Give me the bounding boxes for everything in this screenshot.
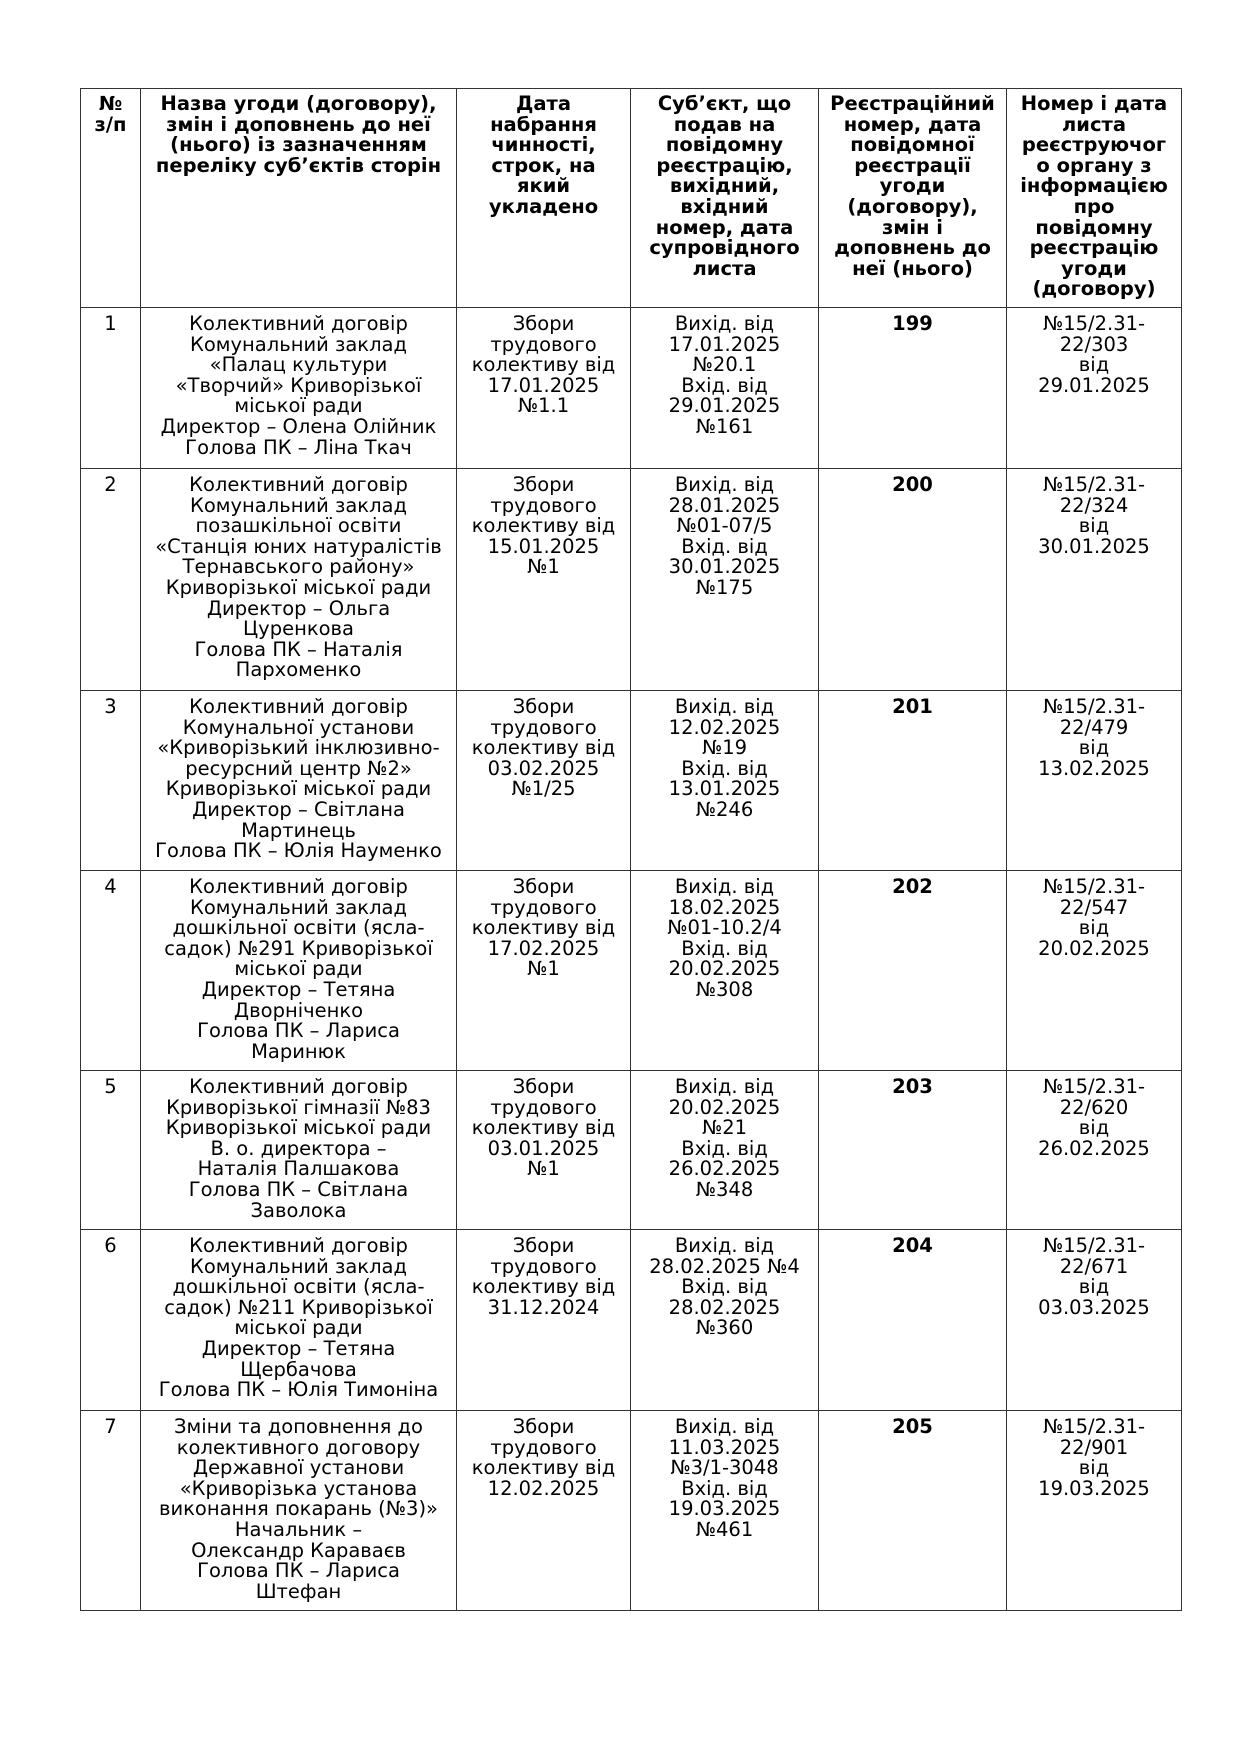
submitting-subject-cell bbox=[631, 871, 819, 1071]
cell-text-line: №1/25 bbox=[511, 777, 576, 801]
cell-text-line: 30.01.2025 bbox=[1038, 534, 1150, 558]
cell-text-line: «Станція юних натуралістів bbox=[155, 534, 442, 558]
cell-text-line: ресурсний центр №2» bbox=[185, 756, 412, 780]
cell-text-line: №20.1 bbox=[692, 353, 757, 377]
cell-text-line: 20.02.2025 bbox=[668, 1095, 781, 1119]
header-cell-number bbox=[81, 89, 141, 308]
submitting-subject-cell bbox=[631, 308, 819, 469]
cell-text-line: номер, дата bbox=[843, 112, 982, 136]
cell-text-line: Криворізької міської ради bbox=[165, 575, 432, 599]
agreement-name-cell bbox=[141, 1071, 457, 1230]
cell-text-line: №461 bbox=[695, 1517, 754, 1541]
cell-text-line: Вихід. від bbox=[674, 473, 775, 496]
cell-text-line: колективу від bbox=[471, 916, 616, 940]
table-row bbox=[81, 691, 1182, 871]
cell-text-line: Криворізької міської ради bbox=[165, 777, 432, 801]
header-cell-authority-letter bbox=[1007, 89, 1182, 308]
cell-text-line: Голова ПК – Наталія bbox=[194, 637, 403, 661]
cell-text-line: Вхід. від bbox=[681, 1136, 768, 1160]
cell-text-line: колективного договору bbox=[176, 1435, 421, 1459]
cell-text-line: Щербачова bbox=[240, 1357, 357, 1381]
table-row bbox=[81, 469, 1182, 691]
cell-text-line: Директор – Олена Олійник bbox=[160, 414, 437, 438]
cell-text-line: Колективний договір bbox=[189, 875, 408, 898]
cell-text-line: трудового bbox=[490, 493, 597, 517]
cell-text-line: позашкільної освіти bbox=[195, 514, 402, 538]
cell-text-line: трудового bbox=[490, 895, 597, 919]
cell-text-line: повідомну bbox=[1035, 215, 1153, 239]
cell-text-line: реєстрацію, bbox=[656, 153, 793, 177]
authority-letter-cell bbox=[1007, 308, 1182, 469]
cell-text-line: від bbox=[1078, 1456, 1110, 1480]
cell-text-line: дошкільної освіти (ясла- bbox=[172, 1275, 425, 1299]
cell-text-line: колективу від bbox=[471, 353, 616, 377]
cell-text-line: Начальник – bbox=[234, 1517, 363, 1541]
cell-text-line: колективу від bbox=[471, 736, 616, 760]
cell-text-line: Вхід. від bbox=[681, 1275, 768, 1299]
cell-text-line: 22/303 bbox=[1059, 332, 1129, 356]
cell-text-line: угоди bbox=[1061, 256, 1127, 280]
cell-text-line: супровідного bbox=[649, 236, 800, 260]
cell-text-line: №246 bbox=[695, 797, 754, 821]
submitting-subject-cell bbox=[631, 1071, 819, 1230]
cell-text-line: Збори bbox=[512, 875, 575, 898]
cell-text-line: №348 bbox=[695, 1177, 754, 1201]
cell-text-line: Зміни та доповнення до bbox=[174, 1415, 423, 1438]
cell-text-line: Комунальний заклад bbox=[190, 1254, 407, 1278]
cell-text-line: №15/2.31- bbox=[1042, 695, 1146, 718]
cell-text-line: Вхід. від bbox=[681, 534, 768, 558]
cell-text-line: Пархоменко bbox=[235, 658, 362, 682]
cell-text-line: Криворізької міської ради bbox=[165, 1116, 432, 1140]
cell-text-line: 13.01.2025 bbox=[668, 777, 781, 801]
cell-text-line: №01-10.2/4 bbox=[667, 916, 782, 940]
cell-text-line: № bbox=[98, 92, 123, 115]
cell-text-line: №15/2.31- bbox=[1042, 1415, 1146, 1438]
cell-text-line: 13.02.2025 bbox=[1038, 756, 1150, 780]
cell-text-line: садок) №291 Криворізької bbox=[164, 936, 433, 960]
cell-text-line: Вхід. від bbox=[681, 1476, 768, 1500]
cell-text-line: 03.01.2025 bbox=[487, 1136, 600, 1160]
cell-text-line: угоди bbox=[879, 174, 946, 198]
effective-date-cell bbox=[457, 1230, 631, 1411]
header-cell-agreement-name bbox=[141, 89, 457, 308]
cell-text-line: реєстрації bbox=[854, 153, 971, 177]
cell-text-line: трудового bbox=[490, 332, 597, 356]
effective-date-cell bbox=[457, 871, 631, 1071]
cell-text-line: 18.02.2025 bbox=[668, 895, 781, 919]
cell-text-line: 22/901 bbox=[1059, 1435, 1129, 1459]
cell-text-line: Збори bbox=[512, 312, 575, 335]
cell-text-line: 19.03.2025 bbox=[668, 1497, 781, 1521]
cell-text-line: 12.02.2025 bbox=[668, 715, 781, 739]
cell-text-line: подав на bbox=[673, 112, 776, 136]
cell-text-line: Збори bbox=[512, 473, 575, 496]
registration-number-cell: 203 bbox=[819, 1071, 1007, 1230]
cell-text-line: «Творчий» Криворізької bbox=[175, 373, 422, 397]
cell-text-line: 12.02.2025 bbox=[487, 1476, 600, 1500]
cell-text-line: №15/2.31- bbox=[1042, 875, 1146, 898]
authority-letter-cell bbox=[1007, 1071, 1182, 1230]
cell-text-line: Колективний договір bbox=[189, 312, 408, 335]
effective-date-cell bbox=[457, 1071, 631, 1230]
cell-text-line: колективу від bbox=[471, 514, 616, 538]
cell-text-line: Збори bbox=[512, 1415, 575, 1438]
cell-text-line: №01-07/5 bbox=[676, 514, 773, 538]
table-row bbox=[81, 308, 1182, 469]
row-number-cell: 1 bbox=[81, 308, 141, 469]
effective-date-cell bbox=[457, 1411, 631, 1611]
submitting-subject-cell bbox=[631, 691, 819, 871]
authority-letter-cell bbox=[1007, 691, 1182, 871]
cell-text-line: Колективний договір bbox=[189, 1234, 408, 1257]
cell-text-line: Колективний договір bbox=[189, 473, 408, 496]
cell-text-line: Вихід. від bbox=[674, 312, 775, 335]
cell-text-line: виконання покарань (№3)» bbox=[158, 1497, 438, 1521]
registration-number-cell: 199 bbox=[819, 308, 1007, 469]
cell-text-line: інформацією bbox=[1020, 174, 1168, 198]
cell-text-line: чинності, bbox=[491, 133, 596, 157]
cell-text-line: Державної установи bbox=[192, 1456, 405, 1480]
cell-text-line: змін і доповнень до неї bbox=[166, 112, 431, 136]
cell-text-line: 26.02.2025 bbox=[1038, 1136, 1150, 1160]
cell-text-line: міської ради bbox=[234, 394, 363, 418]
cell-text-line: 17.01.2025 bbox=[487, 373, 600, 397]
cell-text-line: повідомної bbox=[850, 133, 975, 157]
cell-text-line: Цуренкова bbox=[243, 617, 354, 641]
cell-text-line: Комунальний заклад bbox=[190, 493, 407, 517]
cell-text-line: реєстрацію bbox=[1029, 236, 1159, 260]
cell-text-line: Заволока bbox=[250, 1198, 347, 1222]
cell-text-line: Голова ПК – Юлія Науменко bbox=[155, 839, 442, 863]
cell-text-line: 28.02.2025 bbox=[668, 1295, 781, 1319]
table-body bbox=[81, 308, 1182, 1611]
cell-text-line: від bbox=[1078, 916, 1110, 940]
cell-text-line: листа bbox=[692, 256, 757, 280]
cell-text-line: номер, дата bbox=[655, 215, 794, 239]
cell-text-line: Мартинець bbox=[241, 818, 356, 842]
cell-text-line: доповнень до bbox=[834, 236, 991, 260]
authority-letter-cell bbox=[1007, 871, 1182, 1071]
cell-text-line: Олександр Караваєв bbox=[191, 1538, 406, 1562]
cell-text-line: «Криворізький інклюзивно- bbox=[157, 736, 440, 760]
cell-text-line: Маринюк bbox=[251, 1039, 346, 1063]
cell-text-line: Комунальний заклад bbox=[190, 332, 407, 356]
cell-text-line: №1 bbox=[527, 957, 560, 981]
cell-text-line: 22/479 bbox=[1059, 715, 1129, 739]
table-row bbox=[81, 1230, 1182, 1411]
table-row bbox=[81, 871, 1182, 1071]
row-number-cell: 7 bbox=[81, 1411, 141, 1611]
cell-text-line: Голова ПК – Світлана bbox=[188, 1177, 409, 1201]
authority-letter-cell bbox=[1007, 1411, 1182, 1611]
cell-text-line: 22/671 bbox=[1059, 1254, 1129, 1278]
cell-text-line: 26.02.2025 bbox=[668, 1157, 781, 1181]
cell-text-line: Тернавського району» bbox=[182, 555, 415, 579]
cell-text-line: Наталія Палшакова bbox=[197, 1157, 400, 1181]
submitting-subject-cell bbox=[631, 469, 819, 691]
cell-text-line: №1 bbox=[527, 555, 560, 579]
cell-text-line: Вхід. від bbox=[681, 936, 768, 960]
cell-text-line: 17.02.2025 bbox=[487, 936, 600, 960]
registration-number-cell: 200 bbox=[819, 469, 1007, 691]
cell-text-line: 22/324 bbox=[1059, 493, 1129, 517]
cell-text-line: переліку суб’єктів сторін bbox=[155, 153, 442, 177]
effective-date-cell bbox=[457, 469, 631, 691]
cell-text-line: Комунальний заклад bbox=[190, 895, 407, 919]
cell-text-line: трудового bbox=[490, 1254, 597, 1278]
row-number-cell: 2 bbox=[81, 469, 141, 691]
cell-text-line: №21 bbox=[701, 1116, 748, 1140]
cell-text-line: №15/2.31- bbox=[1042, 1234, 1146, 1257]
cell-text-line: Директор – Ольга bbox=[206, 596, 391, 620]
table-header-row bbox=[81, 89, 1182, 308]
cell-text-line: про bbox=[1073, 194, 1115, 218]
cell-text-line: «Криворізька установа bbox=[179, 1476, 418, 1500]
agreement-name-cell bbox=[141, 469, 457, 691]
cell-text-line: 19.03.2025 bbox=[1038, 1476, 1150, 1500]
row-number-cell: 6 bbox=[81, 1230, 141, 1411]
cell-text-line: від bbox=[1078, 1275, 1110, 1299]
cell-text-line: 28.01.2025 bbox=[668, 493, 781, 517]
cell-text-line: 11.03.2025 bbox=[668, 1435, 781, 1459]
cell-text-line: садок) №211 Криворізької bbox=[164, 1295, 433, 1319]
cell-text-line: 29.01.2025 bbox=[668, 394, 781, 418]
cell-text-line: Збори bbox=[512, 1075, 575, 1098]
cell-text-line: укладено bbox=[488, 194, 599, 218]
cell-text-line: №161 bbox=[695, 414, 754, 438]
cell-text-line: 22/620 bbox=[1059, 1095, 1129, 1119]
cell-text-line: 20.02.2025 bbox=[1038, 936, 1150, 960]
agreement-name-cell bbox=[141, 1411, 457, 1611]
agreement-name-cell bbox=[141, 308, 457, 469]
cell-text-line: В. о. директора – bbox=[210, 1136, 387, 1160]
cell-text-line: 03.03.2025 bbox=[1038, 1295, 1150, 1319]
cell-text-line: №308 bbox=[695, 977, 754, 1001]
cell-text-line: вхідний bbox=[680, 194, 769, 218]
cell-text-line: 20.02.2025 bbox=[668, 957, 781, 981]
cell-text-line: трудового bbox=[490, 715, 597, 739]
cell-text-line: Вхід. від bbox=[681, 756, 768, 780]
cell-text-line: №15/2.31- bbox=[1042, 1075, 1146, 1098]
cell-text-line: Комунальної установи bbox=[182, 715, 415, 739]
cell-text-line: Вихід. від bbox=[674, 695, 775, 718]
cell-text-line: №15/2.31- bbox=[1042, 312, 1146, 335]
cell-text-line: Директор – Тетяна bbox=[201, 977, 396, 1001]
cell-text-line: Директор – Тетяна bbox=[201, 1336, 396, 1360]
submitting-subject-cell bbox=[631, 1230, 819, 1411]
cell-text-line: вихідний, bbox=[669, 174, 780, 198]
cell-text-line: від bbox=[1078, 1116, 1110, 1140]
cell-text-line: №175 bbox=[695, 575, 754, 599]
cell-text-line: Директор – Світлана bbox=[192, 797, 405, 821]
authority-letter-cell bbox=[1007, 469, 1182, 691]
cell-text-line: дошкільної освіти (ясла- bbox=[172, 916, 425, 940]
cell-text-line: колективу від bbox=[471, 1456, 616, 1480]
header-cell-registration-number bbox=[819, 89, 1007, 308]
cell-text-line: міської ради bbox=[234, 957, 363, 981]
cell-text-line: Голова ПК – Лариса bbox=[197, 1559, 400, 1583]
cell-text-line: міської ради bbox=[234, 1316, 363, 1340]
cell-text-line: 03.02.2025 bbox=[487, 756, 600, 780]
cell-text-line: Збори bbox=[512, 695, 575, 718]
cell-text-line: №1.1 bbox=[517, 394, 570, 418]
row-number-cell: 5 bbox=[81, 1071, 141, 1230]
cell-text-line: Збори bbox=[512, 1234, 575, 1257]
agreement-name-cell bbox=[141, 1230, 457, 1411]
cell-text-line: від bbox=[1078, 514, 1110, 538]
cell-text-line: 30.01.2025 bbox=[668, 555, 781, 579]
effective-date-cell bbox=[457, 691, 631, 871]
cell-text-line: 17.01.2025 bbox=[668, 332, 781, 356]
registration-number-cell: 205 bbox=[819, 1411, 1007, 1611]
cell-text-line: №15/2.31- bbox=[1042, 473, 1146, 496]
cell-text-line: Вихід. від bbox=[674, 1415, 775, 1438]
cell-text-line: №1 bbox=[527, 1157, 560, 1181]
cell-text-line: неї (нього) bbox=[852, 256, 973, 280]
cell-text-line: Колективний договір bbox=[189, 1075, 408, 1098]
cell-text-line: (договору), bbox=[847, 194, 978, 218]
cell-text-line: Вхід. від bbox=[681, 373, 768, 397]
row-number-cell: 3 bbox=[81, 691, 141, 871]
cell-text-line: (договору) bbox=[1032, 277, 1156, 301]
cell-text-line: змін і bbox=[882, 215, 943, 239]
cell-text-line: 29.01.2025 bbox=[1038, 373, 1150, 397]
header-cell-submitting-subject bbox=[631, 89, 819, 308]
agreement-name-cell bbox=[141, 691, 457, 871]
cell-text-line: №3/1-3048 bbox=[670, 1456, 779, 1480]
cell-text-line: Криворізької гімназії №83 bbox=[166, 1095, 431, 1119]
table-row bbox=[81, 1071, 1182, 1230]
cell-text-line: 28.02.2025 №4 bbox=[649, 1254, 800, 1278]
registration-number-cell: 202 bbox=[819, 871, 1007, 1071]
table-row bbox=[81, 1411, 1182, 1611]
cell-text-line: №19 bbox=[701, 736, 748, 760]
cell-text-line: Голова ПК – Юлія Тимоніна bbox=[158, 1378, 439, 1402]
registration-table bbox=[80, 88, 1182, 1611]
row-number-cell: 4 bbox=[81, 871, 141, 1071]
cell-text-line: Назва угоди (договору), bbox=[160, 92, 437, 115]
cell-text-line: трудового bbox=[490, 1435, 597, 1459]
cell-text-line: Номер і дата bbox=[1020, 92, 1168, 115]
authority-letter-cell bbox=[1007, 1230, 1182, 1411]
cell-text-line: о органу з bbox=[1036, 153, 1152, 177]
cell-text-line: №360 bbox=[695, 1316, 754, 1340]
cell-text-line: повідомну bbox=[665, 133, 784, 157]
cell-text-line: Реєстраційний bbox=[830, 92, 995, 115]
registration-number-cell: 204 bbox=[819, 1230, 1007, 1411]
cell-text-line: строк, на bbox=[491, 153, 596, 177]
submitting-subject-cell bbox=[631, 1411, 819, 1611]
cell-text-line: колективу від bbox=[471, 1116, 616, 1140]
cell-text-line: Штефан bbox=[255, 1579, 342, 1603]
cell-text-line: «Палац культури bbox=[209, 353, 388, 377]
cell-text-line: 15.01.2025 bbox=[487, 534, 600, 558]
cell-text-line: трудового bbox=[490, 1095, 597, 1119]
cell-text-line: Колективний договір bbox=[189, 695, 408, 718]
registration-number-cell: 201 bbox=[819, 691, 1007, 871]
cell-text-line: колективу від bbox=[471, 1275, 616, 1299]
cell-text-line: 31.12.2024 bbox=[487, 1295, 600, 1319]
cell-text-line: Вихід. від bbox=[674, 875, 775, 898]
header-cell-effective-date bbox=[457, 89, 631, 308]
agreement-name-cell bbox=[141, 871, 457, 1071]
cell-text-line: який bbox=[516, 174, 571, 198]
cell-text-line: Вихід. від bbox=[674, 1075, 775, 1098]
cell-text-line: Дата bbox=[516, 92, 571, 115]
effective-date-cell bbox=[457, 308, 631, 469]
cell-text-line: листа bbox=[1062, 112, 1126, 136]
cell-text-line: з/п bbox=[94, 112, 127, 136]
cell-text-line: (нього) із зазначенням bbox=[170, 133, 427, 157]
cell-text-line: від bbox=[1078, 353, 1110, 377]
cell-text-line: Дворніченко bbox=[233, 998, 364, 1022]
cell-text-line: Голова ПК – Лариса bbox=[197, 1019, 400, 1043]
cell-text-line: Вихід. від bbox=[674, 1234, 775, 1257]
cell-text-line: 22/547 bbox=[1059, 895, 1129, 919]
cell-text-line: Суб’єкт, що bbox=[657, 92, 792, 115]
cell-text-line: набрання bbox=[490, 112, 597, 136]
cell-text-line: Голова ПК – Ліна Ткач bbox=[185, 435, 412, 459]
cell-text-line: реєструючог bbox=[1021, 133, 1167, 157]
cell-text-line: від bbox=[1078, 736, 1110, 760]
